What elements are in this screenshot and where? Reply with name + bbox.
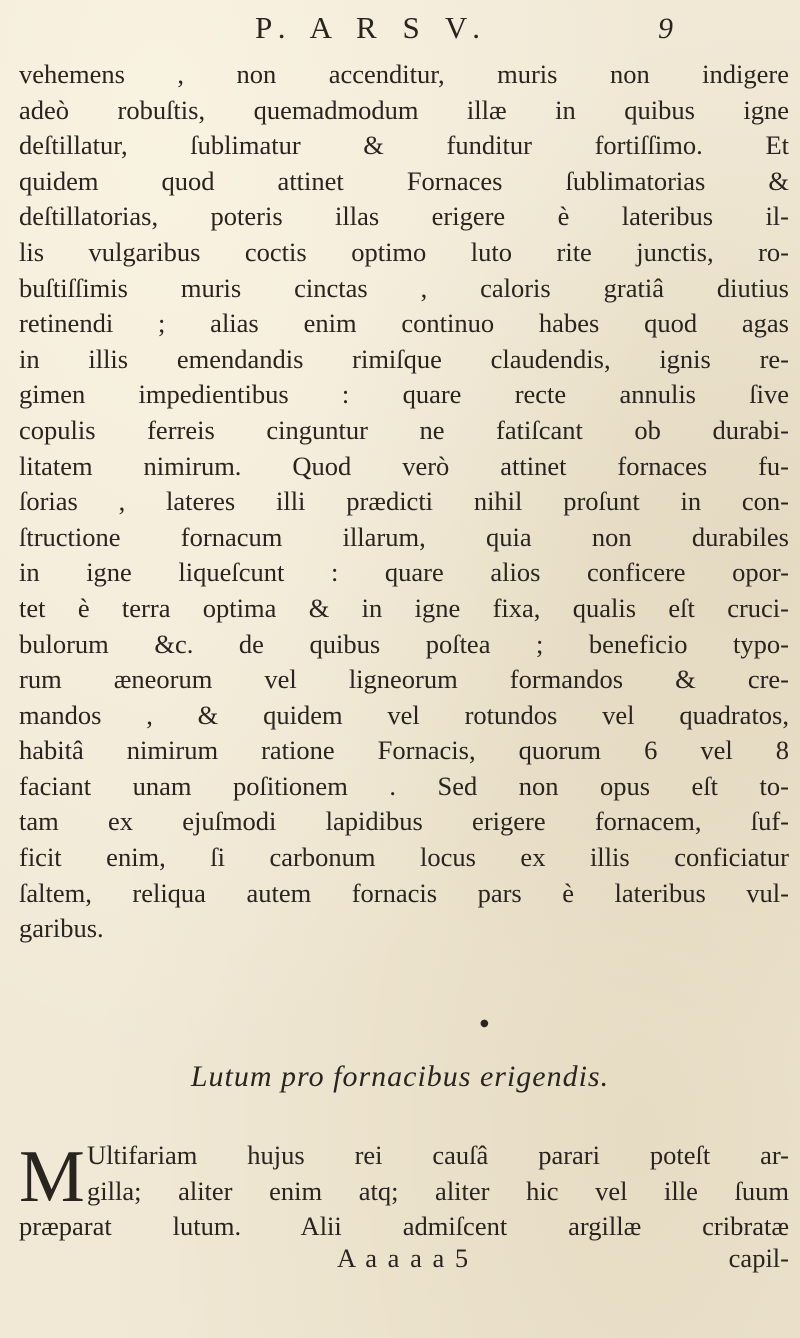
text-line: adeò robuſtis, quemadmodum illæ in quibus igne — [19, 94, 789, 125]
text-line: quidem quod attinet Fornaces ſublimatorias & — [19, 165, 789, 196]
text-line: deſtillatorias, poteris illas erigere è lateribus il- — [19, 201, 789, 232]
text-line: buſtiſſimis muris cinctas , caloris gratiâ diutius — [19, 272, 789, 303]
paragraph-1 — [19, 57, 789, 947]
text-line: ſorias , lateres illi prædicti nihil proſunt in con- — [19, 486, 789, 517]
text-line: copulis ferreis cinguntur ne fatiſcant ob durabi- — [19, 414, 789, 445]
text-line: Ultifariam hujus rei cauſâ parari poteſt ar- — [87, 1140, 789, 1170]
text-line: gilla; aliter enim atq; aliter hic vel ille ſuum — [87, 1175, 789, 1206]
text-line: gimen impedientibus : quare recte annulis ſive — [19, 379, 789, 410]
section-heading: Lutum pro fornacibus erigendis. — [190, 1060, 610, 1093]
paragraph-2 — [19, 1138, 789, 1245]
text-line: tet è terra optima & in igne fixa, qualis eſt cruci- — [19, 592, 789, 623]
direction-line — [19, 1243, 789, 1283]
signature-mark: A a a a a 5 — [337, 1243, 471, 1273]
text-line: in igne liqueſcunt : quare alios conficere opor- — [19, 557, 789, 588]
text-line: bulorum &c. de quibus poſtea ; beneficio typo- — [19, 628, 789, 659]
text-line: garibus. — [19, 913, 104, 944]
text-line: ficit enim, ſi carbonum locus ex illis conficiatur — [19, 842, 789, 873]
text-line: habitâ nimirum ratione Fornacis, quorum 6 vel 8 — [19, 735, 789, 766]
text-line: litatem nimirum. Quod verò attinet fornaces fu- — [19, 450, 789, 481]
text-line: tam ex ejuſmodi lapidibus erigere fornacem, ſuf- — [19, 806, 789, 837]
text-line: ſaltem, reliqua autem fornacis pars è lateribus vul- — [19, 877, 789, 908]
page-number: 9 — [658, 12, 673, 45]
running-title: P. A R S V. — [255, 10, 490, 45]
catchword: capil- — [728, 1243, 789, 1273]
text-line: faciant unam poſitionem . Sed non opus eſt to- — [19, 770, 789, 801]
text-line: rum æneorum vel ligneorum formandos & cre- — [19, 664, 789, 695]
printers-dot: ● — [480, 1018, 489, 1029]
text-line: vehemens , non accenditur, muris non indigere — [19, 59, 789, 89]
text-line: lis vulgaribus coctis optimo luto rite junctis, ro- — [19, 236, 789, 267]
text-line: ſtructione fornacum illarum, quia non durabiles — [19, 521, 789, 552]
text-line: præparat lutum. Alii admiſcent argillæ cribratæ — [19, 1211, 789, 1242]
text-line: mandos , & quidem vel rotundos vel quadratos, — [19, 699, 789, 730]
drop-cap: M — [19, 1136, 85, 1218]
running-head — [0, 6, 800, 56]
text-line: retinendi ; alias enim continuo habes quod agas — [19, 308, 789, 339]
text-line: in illis emendandis rimiſque claudendis, ignis re- — [19, 343, 789, 374]
text-line: deſtillatur, ſublimatur & funditur fortiſſimo. Et — [19, 130, 789, 161]
